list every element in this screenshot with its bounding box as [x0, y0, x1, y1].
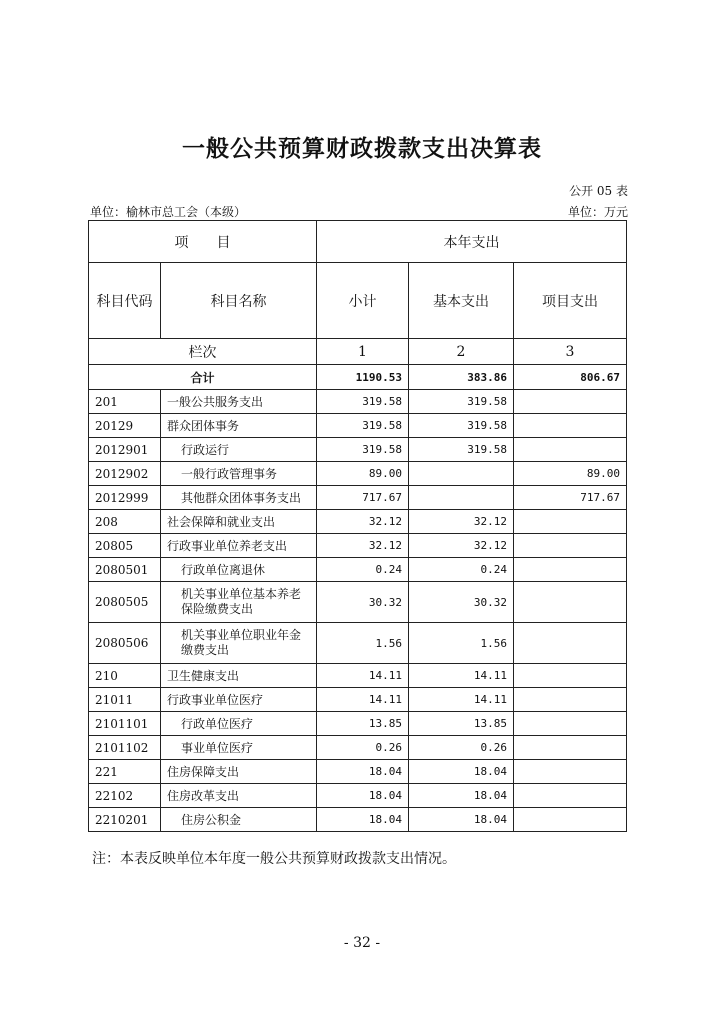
row-subtotal: 30.32: [317, 582, 409, 623]
row-subtotal: 14.11: [317, 664, 409, 688]
row-name: 群众团体事务: [161, 414, 317, 438]
row-name: 行政运行: [161, 438, 317, 462]
row-subtotal: 319.58: [317, 390, 409, 414]
row-code: 201: [89, 390, 161, 414]
row-name: 一般行政管理事务: [161, 462, 317, 486]
header-item: 项 目: [89, 221, 317, 263]
row-name: 行政事业单位养老支出: [161, 534, 317, 558]
row-basic: 32.12: [409, 510, 514, 534]
row-code: 2012999: [89, 486, 161, 510]
row-basic: 32.12: [409, 534, 514, 558]
table-row: [89, 688, 627, 712]
row-name: 行政单位离退休: [161, 558, 317, 582]
row-project: [514, 510, 627, 534]
row-basic: 18.04: [409, 784, 514, 808]
column-index-row: [89, 339, 627, 365]
row-name: 住房保障支出: [161, 760, 317, 784]
row-code: 22102: [89, 784, 161, 808]
row-subtotal: 319.58: [317, 438, 409, 462]
table-row: [89, 414, 627, 438]
header-subtotal: 小计: [317, 263, 409, 339]
row-code: 2012902: [89, 462, 161, 486]
row-subtotal: 717.67: [317, 486, 409, 510]
page-title: 一般公共预算财政拨款支出决算表: [182, 135, 542, 162]
row-basic: [409, 462, 514, 486]
row-code: 2012901: [89, 438, 161, 462]
row-code: 20129: [89, 414, 161, 438]
row-code: 21011: [89, 688, 161, 712]
row-name: 社会保障和就业支出: [161, 510, 317, 534]
row-project: [514, 712, 627, 736]
total-label: 合计: [89, 365, 317, 390]
row-project: [514, 390, 627, 414]
table-row: [89, 760, 627, 784]
column-3: 3: [514, 339, 627, 365]
row-basic: [409, 486, 514, 510]
column-1: 1: [317, 339, 409, 365]
table-row: [89, 510, 627, 534]
row-subtotal: 13.85: [317, 712, 409, 736]
row-subtotal: 18.04: [317, 760, 409, 784]
header-project: 项目支出: [514, 263, 627, 339]
row-subtotal: 18.04: [317, 808, 409, 832]
row-basic: 30.32: [409, 582, 514, 623]
total-project: 806.67: [514, 365, 627, 390]
row-name: 一般公共服务支出: [161, 390, 317, 414]
row-project: [514, 582, 627, 623]
row-project: [514, 760, 627, 784]
table-row: [89, 664, 627, 688]
table-row: [89, 486, 627, 510]
header-basic: 基本支出: [409, 263, 514, 339]
header-name: 科目名称: [161, 263, 317, 339]
row-basic: 319.58: [409, 414, 514, 438]
row-basic: 18.04: [409, 808, 514, 832]
row-name: 机关事业单位职业年金缴费支出: [161, 623, 317, 664]
row-subtotal: 89.00: [317, 462, 409, 486]
row-project: [514, 736, 627, 760]
expenditure-table: [88, 220, 627, 832]
table-row: [89, 623, 627, 664]
form-number: 公开 05 表: [569, 184, 628, 198]
row-subtotal: 1.56: [317, 623, 409, 664]
page-number: - 32 -: [343, 935, 381, 951]
row-basic: 14.11: [409, 664, 514, 688]
row-name: 机关事业单位基本养老保险缴费支出: [161, 582, 317, 623]
table-row: [89, 390, 627, 414]
row-code: 20805: [89, 534, 161, 558]
row-project: [514, 784, 627, 808]
row-code: 2080505: [89, 582, 161, 623]
row-name: 行政单位医疗: [161, 712, 317, 736]
header-current-year: 本年支出: [317, 221, 627, 263]
row-name: 事业单位医疗: [161, 736, 317, 760]
header-row-2: [89, 263, 627, 339]
row-subtotal: 0.26: [317, 736, 409, 760]
row-code: 2080506: [89, 623, 161, 664]
row-name: 行政事业单位医疗: [161, 688, 317, 712]
row-code: 2210201: [89, 808, 161, 832]
row-project: [514, 623, 627, 664]
column-2: 2: [409, 339, 514, 365]
row-project: 717.67: [514, 486, 627, 510]
total-basic: 383.86: [409, 365, 514, 390]
table-row: [89, 534, 627, 558]
row-basic: 0.24: [409, 558, 514, 582]
row-basic: 0.26: [409, 736, 514, 760]
table-row: [89, 736, 627, 760]
row-subtotal: 0.24: [317, 558, 409, 582]
row-basic: 1.56: [409, 623, 514, 664]
row-subtotal: 32.12: [317, 510, 409, 534]
row-project: [514, 534, 627, 558]
row-code: 208: [89, 510, 161, 534]
table-row: [89, 462, 627, 486]
row-project: [514, 808, 627, 832]
total-subtotal: 1190.53: [317, 365, 409, 390]
row-basic: 319.58: [409, 390, 514, 414]
unit-currency: 单位：万元: [567, 205, 628, 219]
row-subtotal: 14.11: [317, 688, 409, 712]
row-project: 89.00: [514, 462, 627, 486]
row-basic: 13.85: [409, 712, 514, 736]
row-code: 2101102: [89, 736, 161, 760]
row-subtotal: 32.12: [317, 534, 409, 558]
row-project: [514, 558, 627, 582]
table-row: [89, 712, 627, 736]
column-label: 栏次: [89, 339, 317, 365]
table-row: [89, 784, 627, 808]
row-project: [514, 414, 627, 438]
row-name: 住房公积金: [161, 808, 317, 832]
table-row: [89, 808, 627, 832]
table-row: [89, 582, 627, 623]
row-code: 2101101: [89, 712, 161, 736]
row-project: [514, 664, 627, 688]
row-basic: 319.58: [409, 438, 514, 462]
row-name: 其他群众团体事务支出: [161, 486, 317, 510]
row-basic: 14.11: [409, 688, 514, 712]
header-row-1: [89, 221, 627, 263]
row-code: 2080501: [89, 558, 161, 582]
row-project: [514, 688, 627, 712]
total-row: [89, 365, 627, 390]
row-basic: 18.04: [409, 760, 514, 784]
table-row: [89, 438, 627, 462]
row-name: 住房改革支出: [161, 784, 317, 808]
row-subtotal: 319.58: [317, 414, 409, 438]
footnote: 注：本表反映单位本年度一般公共预算财政拨款支出情况。: [92, 851, 456, 867]
unit-organization: 单位：榆林市总工会（本级）: [90, 205, 247, 219]
row-code: 221: [89, 760, 161, 784]
row-project: [514, 438, 627, 462]
table-row: [89, 558, 627, 582]
header-code: 科目代码: [89, 263, 161, 339]
row-name: 卫生健康支出: [161, 664, 317, 688]
row-subtotal: 18.04: [317, 784, 409, 808]
row-code: 210: [89, 664, 161, 688]
